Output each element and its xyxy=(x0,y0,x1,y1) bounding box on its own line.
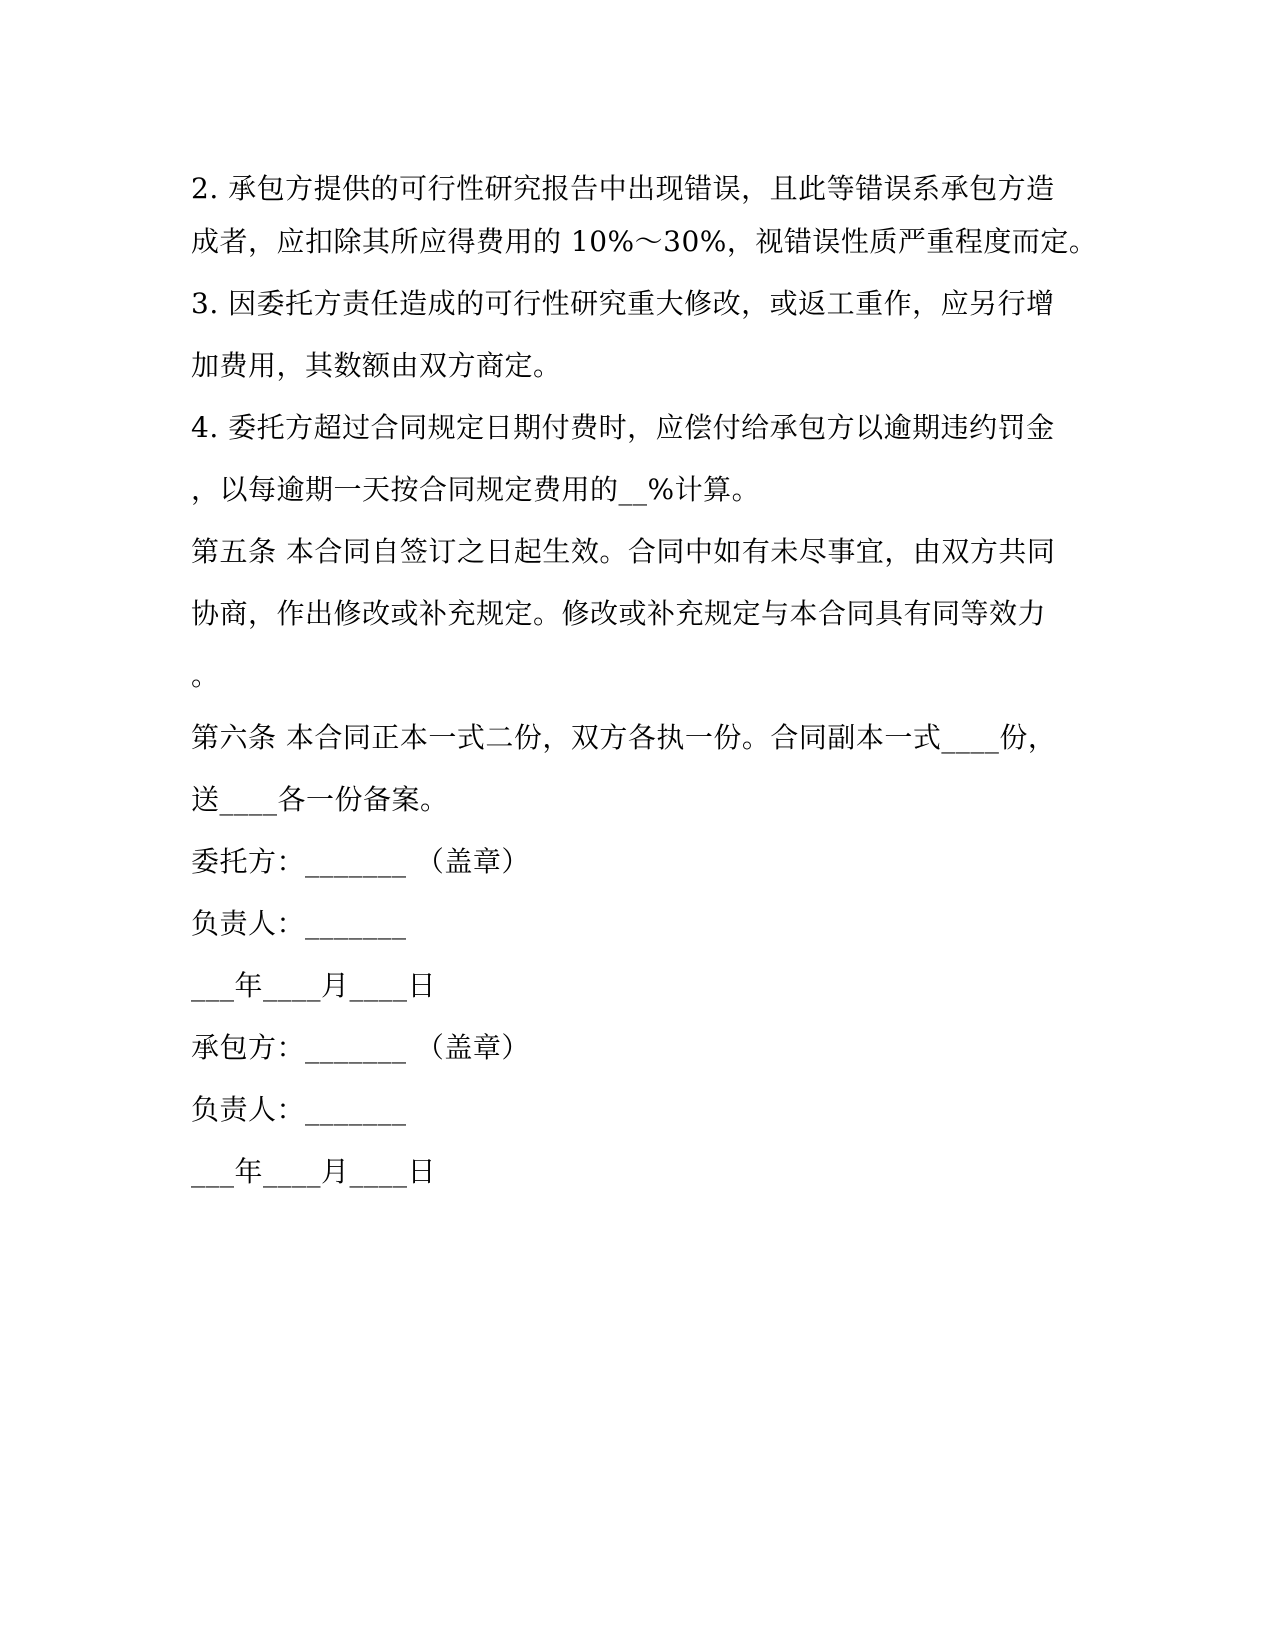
clause-4-item-4-line-2: ，以每逾期一天按合同规定费用的__%计算。 xyxy=(191,473,761,506)
article-5-line-3: 。 xyxy=(191,659,220,692)
client-signature-line: 委托方：_______ （盖章） xyxy=(191,845,530,878)
contractor-signature-line: 承包方：_______ （盖章） xyxy=(191,1031,530,1064)
article-6-line-1: 第六条 本合同正本一式二份，双方各执一份。合同副本一式____份， xyxy=(191,721,1057,754)
clause-4-item-3-line-2: 加费用，其数额由双方商定。 xyxy=(191,349,562,382)
contractor-responsible-person-line: 负责人：_______ xyxy=(191,1093,407,1126)
clause-4-item-4-line-1: 4. 委托方超过合同规定日期付费时，应偿付给承包方以逾期违约罚金 xyxy=(191,411,1055,444)
article-5-line-2: 协商，作出修改或补充规定。修改或补充规定与本合同具有同等效力 xyxy=(191,597,1047,630)
article-5-line-1: 第五条 本合同自签订之日起生效。合同中如有未尽事宜，由双方共同 xyxy=(191,535,1056,568)
client-responsible-person-line: 负责人：_______ xyxy=(191,907,407,940)
contractor-date-line: ___年____月____日 xyxy=(191,1155,437,1188)
client-date-line: ___年____月____日 xyxy=(191,969,437,1002)
clause-4-item-2-line-2: 成者，应扣除其所应得费用的 10%～30%，视错误性质严重程度而定。 xyxy=(191,225,1098,258)
clause-4-item-3-line-1: 3. 因委托方责任造成的可行性研究重大修改，或返工重作，应另行增 xyxy=(191,287,1055,320)
clause-4-item-2-line-1: 2. 承包方提供的可行性研究报告中出现错误，且此等错误系承包方造 xyxy=(191,172,1055,205)
article-6-line-2: 送____各一份备案。 xyxy=(191,783,449,816)
